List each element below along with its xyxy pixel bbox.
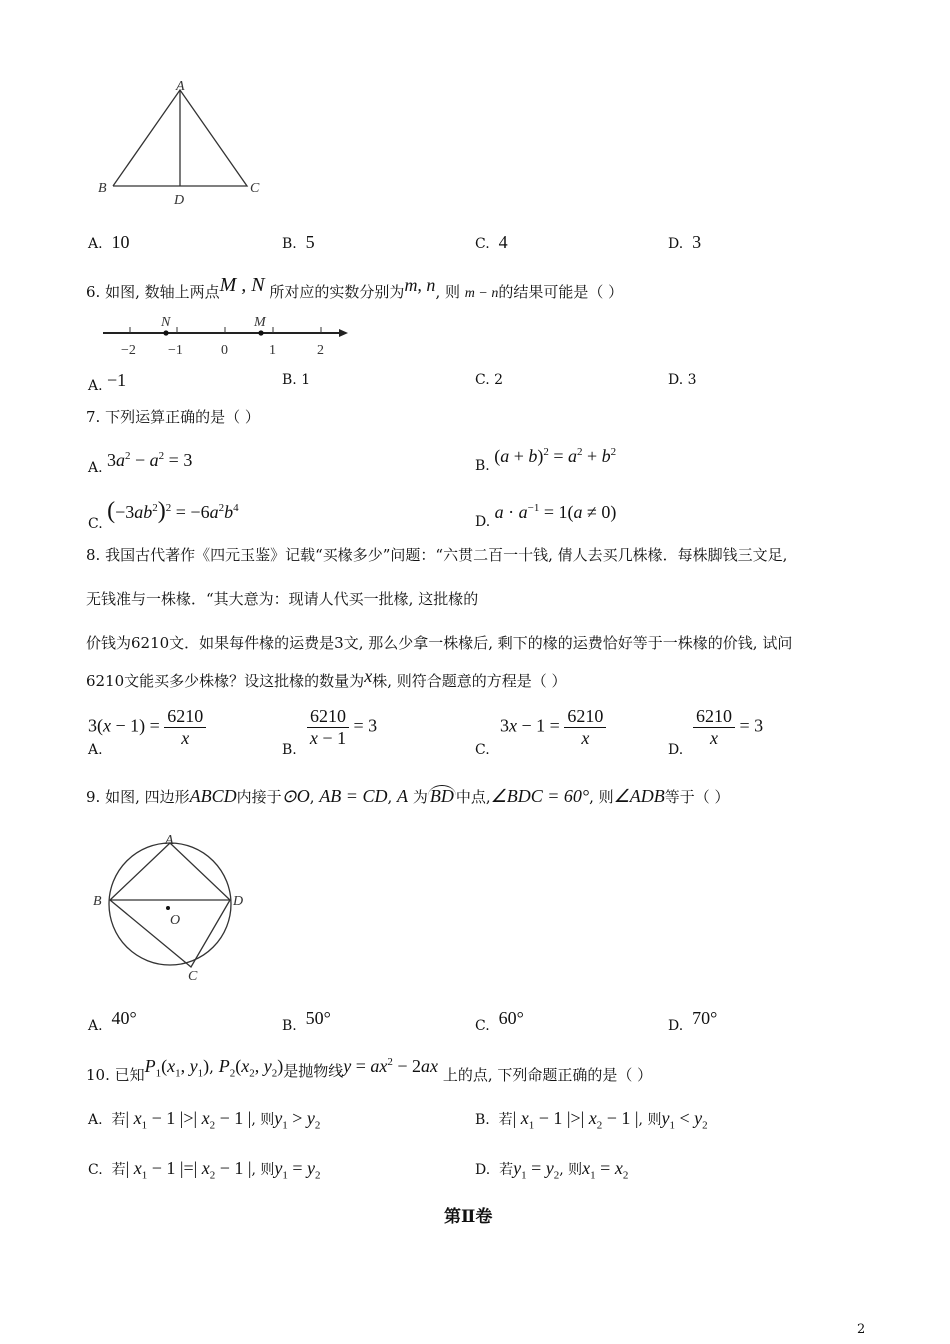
svg-text:D: D — [174, 193, 185, 208]
q6-option-c: C. 2 — [475, 372, 504, 388]
svg-text:C: C — [188, 969, 198, 982]
q5-option-c: C. 4 — [475, 232, 508, 252]
q8-line-4: 6210文能买多少株椽？设这批椽的数量为x株, 则符合题意的方程是（ ） — [86, 666, 567, 690]
svg-text:A: A — [165, 833, 174, 848]
q10-option-d: D. 若$y_1 = y_2$, 则$x_1 = x_2$ — [475, 1158, 629, 1182]
svg-text:C: C — [250, 181, 260, 196]
svg-text:N: N — [161, 315, 171, 330]
q7-option-b: B. $(a + b)^2 = a^2 + b^2$ — [475, 446, 617, 474]
q9-option-d: D. 70° — [668, 1008, 718, 1034]
page-number: 2 — [857, 1322, 866, 1337]
q6-option-b: B. 1 — [282, 372, 311, 388]
q9-option-a: A. 40° — [88, 1008, 137, 1034]
svg-text:2: 2 — [317, 343, 324, 358]
q8-line-3: 价钱为6210文．如果每件椽的运费是3文, 那么少拿一株椽后, 剩下的椽的运费恰好等于一株椽的价钱, 试问 — [86, 634, 793, 652]
triangle-diagram — [90, 80, 280, 210]
q5-option-a: A. 10 — [88, 232, 130, 252]
circle-diagram — [90, 832, 260, 982]
svg-text:B: B — [93, 894, 102, 909]
q8-option-c: 3x − 1 = $\frac{6210}{x}$ C. — [475, 706, 606, 749]
svg-text:−1: −1 — [168, 343, 183, 358]
q8-line-2: 无钱准与一株椽．“其大意为：现请人代买一批椽, 这批椽的 — [86, 590, 479, 608]
q7-option-a: A. $3a^2 - a^2 = 3$ — [88, 450, 193, 476]
number-line — [95, 310, 355, 360]
q8-option-b: $\frac{6210}{x - 1}$ = 3 B. — [282, 706, 378, 758]
q5-option-b: B. 5 — [282, 232, 315, 252]
q10-option-c: C. 若| $x_1 - 1$ |=| $x_2 - 1$ |, 则$y_1 = y_2$ — [88, 1158, 321, 1182]
q8-option-a: 3(x − 1) = $\frac{6210}{x}$ A. — [88, 706, 206, 749]
q9-option-b: B. 50° — [282, 1008, 331, 1034]
q10-option-b: B. 若| $x_1 - 1$ |>| $x_2 - 1$ |, 则$y_1 < y_2$ — [475, 1108, 708, 1132]
q8-option-d: $\frac{6210}{x}$ = 3 D. — [668, 706, 764, 758]
svg-text:B: B — [98, 181, 107, 196]
section-title: 第Ⅱ卷 — [444, 1207, 493, 1227]
q7-option-d: D. $a \cdot a^{-1} = 1(a \ne 0)$ — [475, 502, 617, 530]
q6-option-a: A. −1 — [88, 370, 127, 394]
q9-option-c: C. 60° — [475, 1008, 524, 1034]
svg-text:O: O — [170, 913, 181, 928]
svg-text:A: A — [176, 80, 185, 94]
svg-text:1: 1 — [269, 343, 276, 358]
q9-stem: 9. 如图, 四边形ABCD内接于⊙O, AB = CD, A 为 BD 中点,∠BDC = 60°, 则∠ADB等于（ ） — [86, 786, 730, 806]
svg-text:M: M — [254, 315, 266, 330]
q7-stem: 7. 下列运算正确的是（ ） — [86, 408, 260, 426]
svg-text:0: 0 — [221, 343, 228, 358]
q7-option-c: C. $(-3ab^2)^2 = -6a^2b^4$ — [88, 498, 239, 532]
q5-option-d: D. 3 — [668, 232, 702, 252]
q8-line-1: 8. 我国古代著作《四元玉鉴》记载“买椽多少”问题：“六贯二百一十钱, 倩人去买几株椽．每株脚钱三文足, — [86, 546, 788, 564]
q10-option-a: A. 若| $x_1 - 1$ |>| $x_2 - 1$ |, 则$y_1 > y_2$ — [88, 1108, 321, 1132]
q10-stem: 10. 已知$P_1(x_1$, $y_1$), $P_2(x_2$, $y_2$)是抛物线$y = ax^2 - 2ax$ 上的点, 下列命题正确的是（ ） — [86, 1056, 653, 1084]
q6-option-d: D. 3 — [668, 372, 697, 388]
q6-stem: 6. 如图, 数轴上两点M , N 所对应的实数分别为m, n, 则 m − n的结果可能是（ ） — [86, 274, 624, 301]
svg-text:D: D — [233, 894, 244, 909]
svg-text:−2: −2 — [121, 343, 136, 358]
